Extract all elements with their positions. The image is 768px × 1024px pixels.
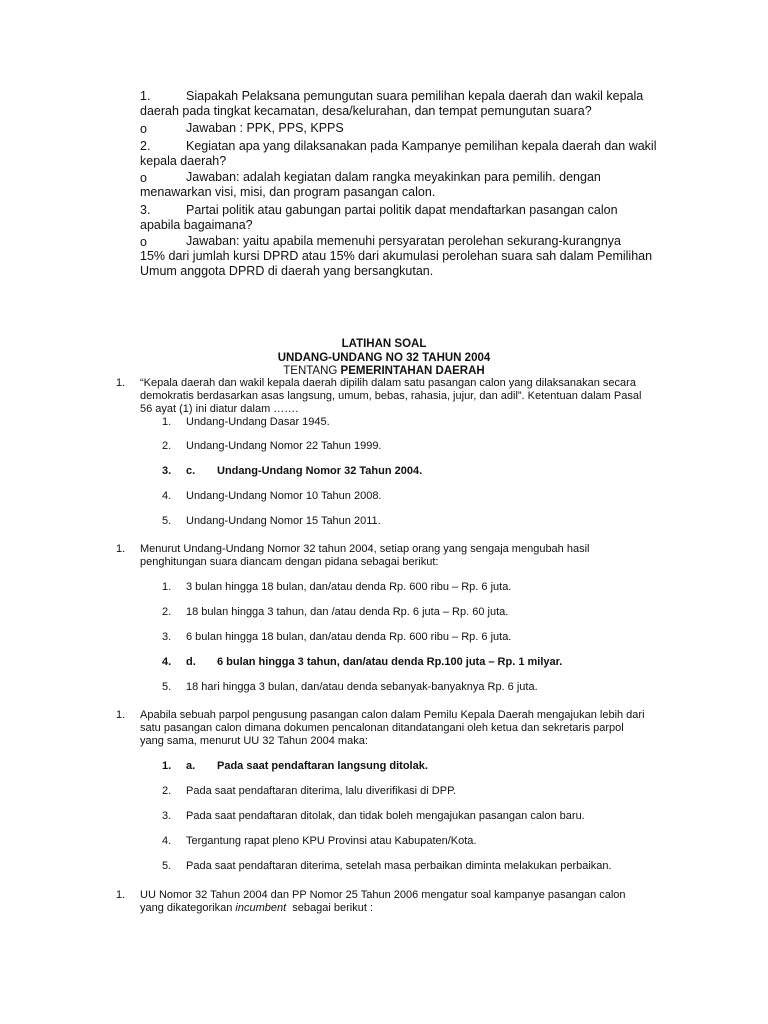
option-text: Undang-Undang Nomor 22 Tahun 1999. (186, 440, 382, 452)
q4-line-2-suffix: sebagai berikut : (286, 902, 374, 914)
option-number: 4. (162, 835, 172, 847)
intro-a2-bullet: o (140, 171, 147, 185)
option-number: 5. (162, 515, 172, 527)
intro-a3-text: Jawaban: yaitu apabila memenuhi persyaratan perolehan sekurang-kurangnya (186, 234, 621, 248)
option-number: 4. (162, 656, 172, 668)
option-text: 6 bulan hingga 18 bulan, dan/atau denda Rp. 600 ribu – Rp. 6 juta. (186, 631, 512, 643)
question-1-number: 1. (116, 377, 126, 389)
heading-subject-prefix: TENTANG (283, 365, 341, 377)
option-number: 2. (162, 606, 172, 618)
option-text: Undang-Undang Nomor 10 Tahun 2008. (186, 490, 382, 502)
option-number: 3. (162, 810, 172, 822)
option-letter: c. (186, 465, 196, 477)
option-text: Pada saat pendaftaran langsung ditolak. (217, 760, 428, 772)
question-2-line-2: penghitungan suara diancam dengan pidana sebagai berikut: (140, 556, 439, 568)
question-4-line-2 (140, 902, 373, 915)
intro-a3-cont: 15% dari jumlah kursi DPRD atau 15% dari akumulasi perolehan suara sah dalam Pemilihan (140, 249, 653, 263)
question-3-line-1: Apabila sebuah parpol pengusung pasangan calon dalam Pemilu Kepala Daerah mengajukan lebih dari (140, 709, 645, 721)
option-text: 18 bulan hingga 3 tahun, dan /atau denda Rp. 6 juta – Rp. 60 juta. (186, 606, 509, 618)
option-number: 4. (162, 490, 172, 502)
question-3-number: 1. (116, 709, 126, 721)
intro-a2-cont: menawarkan visi, misi, dan program pasangan calon. (140, 185, 436, 199)
option-number: 2. (162, 785, 172, 797)
question-4-number: 1. (116, 889, 126, 901)
option-text: Pada saat pendaftaran ditolak, dan tidak boleh mengajukan pasangan calon baru. (186, 810, 585, 822)
intro-a1-text: Jawaban : PPK, PPS, KPPS (186, 121, 344, 135)
option-text: Pada saat pendaftaran diterima, setelah masa perbaikan diminta melakukan perbaikan. (186, 860, 612, 872)
intro-q1-cont: daerah pada tingkat kecamatan, desa/kelurahan, dan tempat pemungutan suara? (140, 104, 592, 118)
q4-line-2-prefix: yang dikategorikan (140, 902, 236, 914)
option-text: Undang-Undang Nomor 15 Tahun 2011. (186, 515, 381, 527)
option-text: Undang-Undang Nomor 32 Tahun 2004. (217, 465, 423, 477)
intro-q3-cont: apabila bagaimana? (140, 218, 253, 232)
option-text: Tergantung rapat pleno KPU Provinsi atau Kabupaten/Kota. (186, 835, 477, 847)
intro-a3-bullet: o (140, 235, 147, 249)
question-1-line-3: 56 ayat (1) ini diatur dalam ……. (140, 403, 299, 415)
question-1-line-2: demokratis berdasarkan asas langsung, umum, bebas, rahasia, jujur, dan adil”. Ketentuan dalam Pasal (140, 390, 642, 402)
option-letter: d. (186, 656, 196, 668)
option-number: 3. (162, 465, 172, 477)
option-text: Pada saat pendaftaran diterima, lalu diverifikasi di DPP. (186, 785, 457, 797)
option-number: 1. (162, 416, 172, 428)
question-3-line-2: satu pasangan calon dimana dokumen pencalonan ditandatangani oleh ketua dan sekretaris parpol (140, 722, 624, 734)
heading-subject-bold: PEMERINTAHAN DAERAH (340, 365, 485, 377)
question-2-line-1: Menurut Undang-Undang Nomor 32 tahun 2004, setiap orang yang sengaja mengubah hasil (140, 543, 590, 555)
intro-a2-text: Jawaban: adalah kegiatan dalam rangka meyakinkan para pemilih. dengan (186, 170, 601, 184)
heading-law-title: UNDANG-UNDANG NO 32 TAHUN 2004 (277, 352, 491, 364)
q4-line-2-italic: incumbent (235, 902, 287, 914)
option-number: 2. (162, 440, 172, 452)
question-2-number: 1. (116, 543, 126, 555)
intro-q2-text: Kegiatan apa yang dilaksanakan pada Kampanye pemilihan kepala daerah dan wakil (186, 139, 657, 153)
intro-q1-text: Siapakah Pelaksana pemungutan suara pemilihan kepala daerah dan wakil kepala (186, 89, 644, 103)
option-number: 1. (162, 760, 172, 772)
intro-q2-cont: kepala daerah? (140, 154, 227, 168)
question-4-line-1: UU Nomor 32 Tahun 2004 dan PP Nomor 25 Tahun 2006 mengatur soal kampanye pasangan calon (140, 889, 626, 901)
intro-a3-cont2: Umum anggota DPRD di daerah yang bersangkutan. (140, 264, 434, 278)
option-text: 6 bulan hingga 3 tahun, dan/atau denda Rp.100 juta – Rp. 1 milyar. (217, 656, 563, 668)
option-letter: a. (186, 760, 196, 772)
heading-latihan-soal: LATIHAN SOAL (341, 338, 427, 350)
heading-subject (0, 364, 768, 378)
option-text: 3 bulan hingga 18 bulan, dan/atau denda Rp. 600 ribu – Rp. 6 juta. (186, 581, 512, 593)
option-text: Undang-Undang Dasar 1945. (186, 416, 330, 428)
intro-a1-bullet: o (140, 122, 147, 136)
option-number: 5. (162, 860, 172, 872)
intro-q3-number: 3. (140, 203, 151, 217)
question-1-line-1: “Kepala daerah dan wakil kepala daerah dipilih dalam satu pasangan calon yang dilaksanakan secara (140, 377, 636, 389)
option-number: 1. (162, 581, 172, 593)
option-number: 5. (162, 681, 172, 693)
option-number: 3. (162, 631, 172, 643)
intro-q1-number: 1. (140, 89, 151, 103)
question-3-line-3: yang sama, menurut UU 32 Tahun 2004 maka: (140, 735, 368, 747)
intro-q2-number: 2. (140, 139, 151, 153)
intro-q3-text: Partai politik atau gabungan partai politik dapat mendaftarkan pasangan calon (186, 203, 618, 217)
option-text: 18 hari hingga 3 bulan, dan/atau denda sebanyak-banyaknya Rp. 6 juta. (186, 681, 538, 693)
